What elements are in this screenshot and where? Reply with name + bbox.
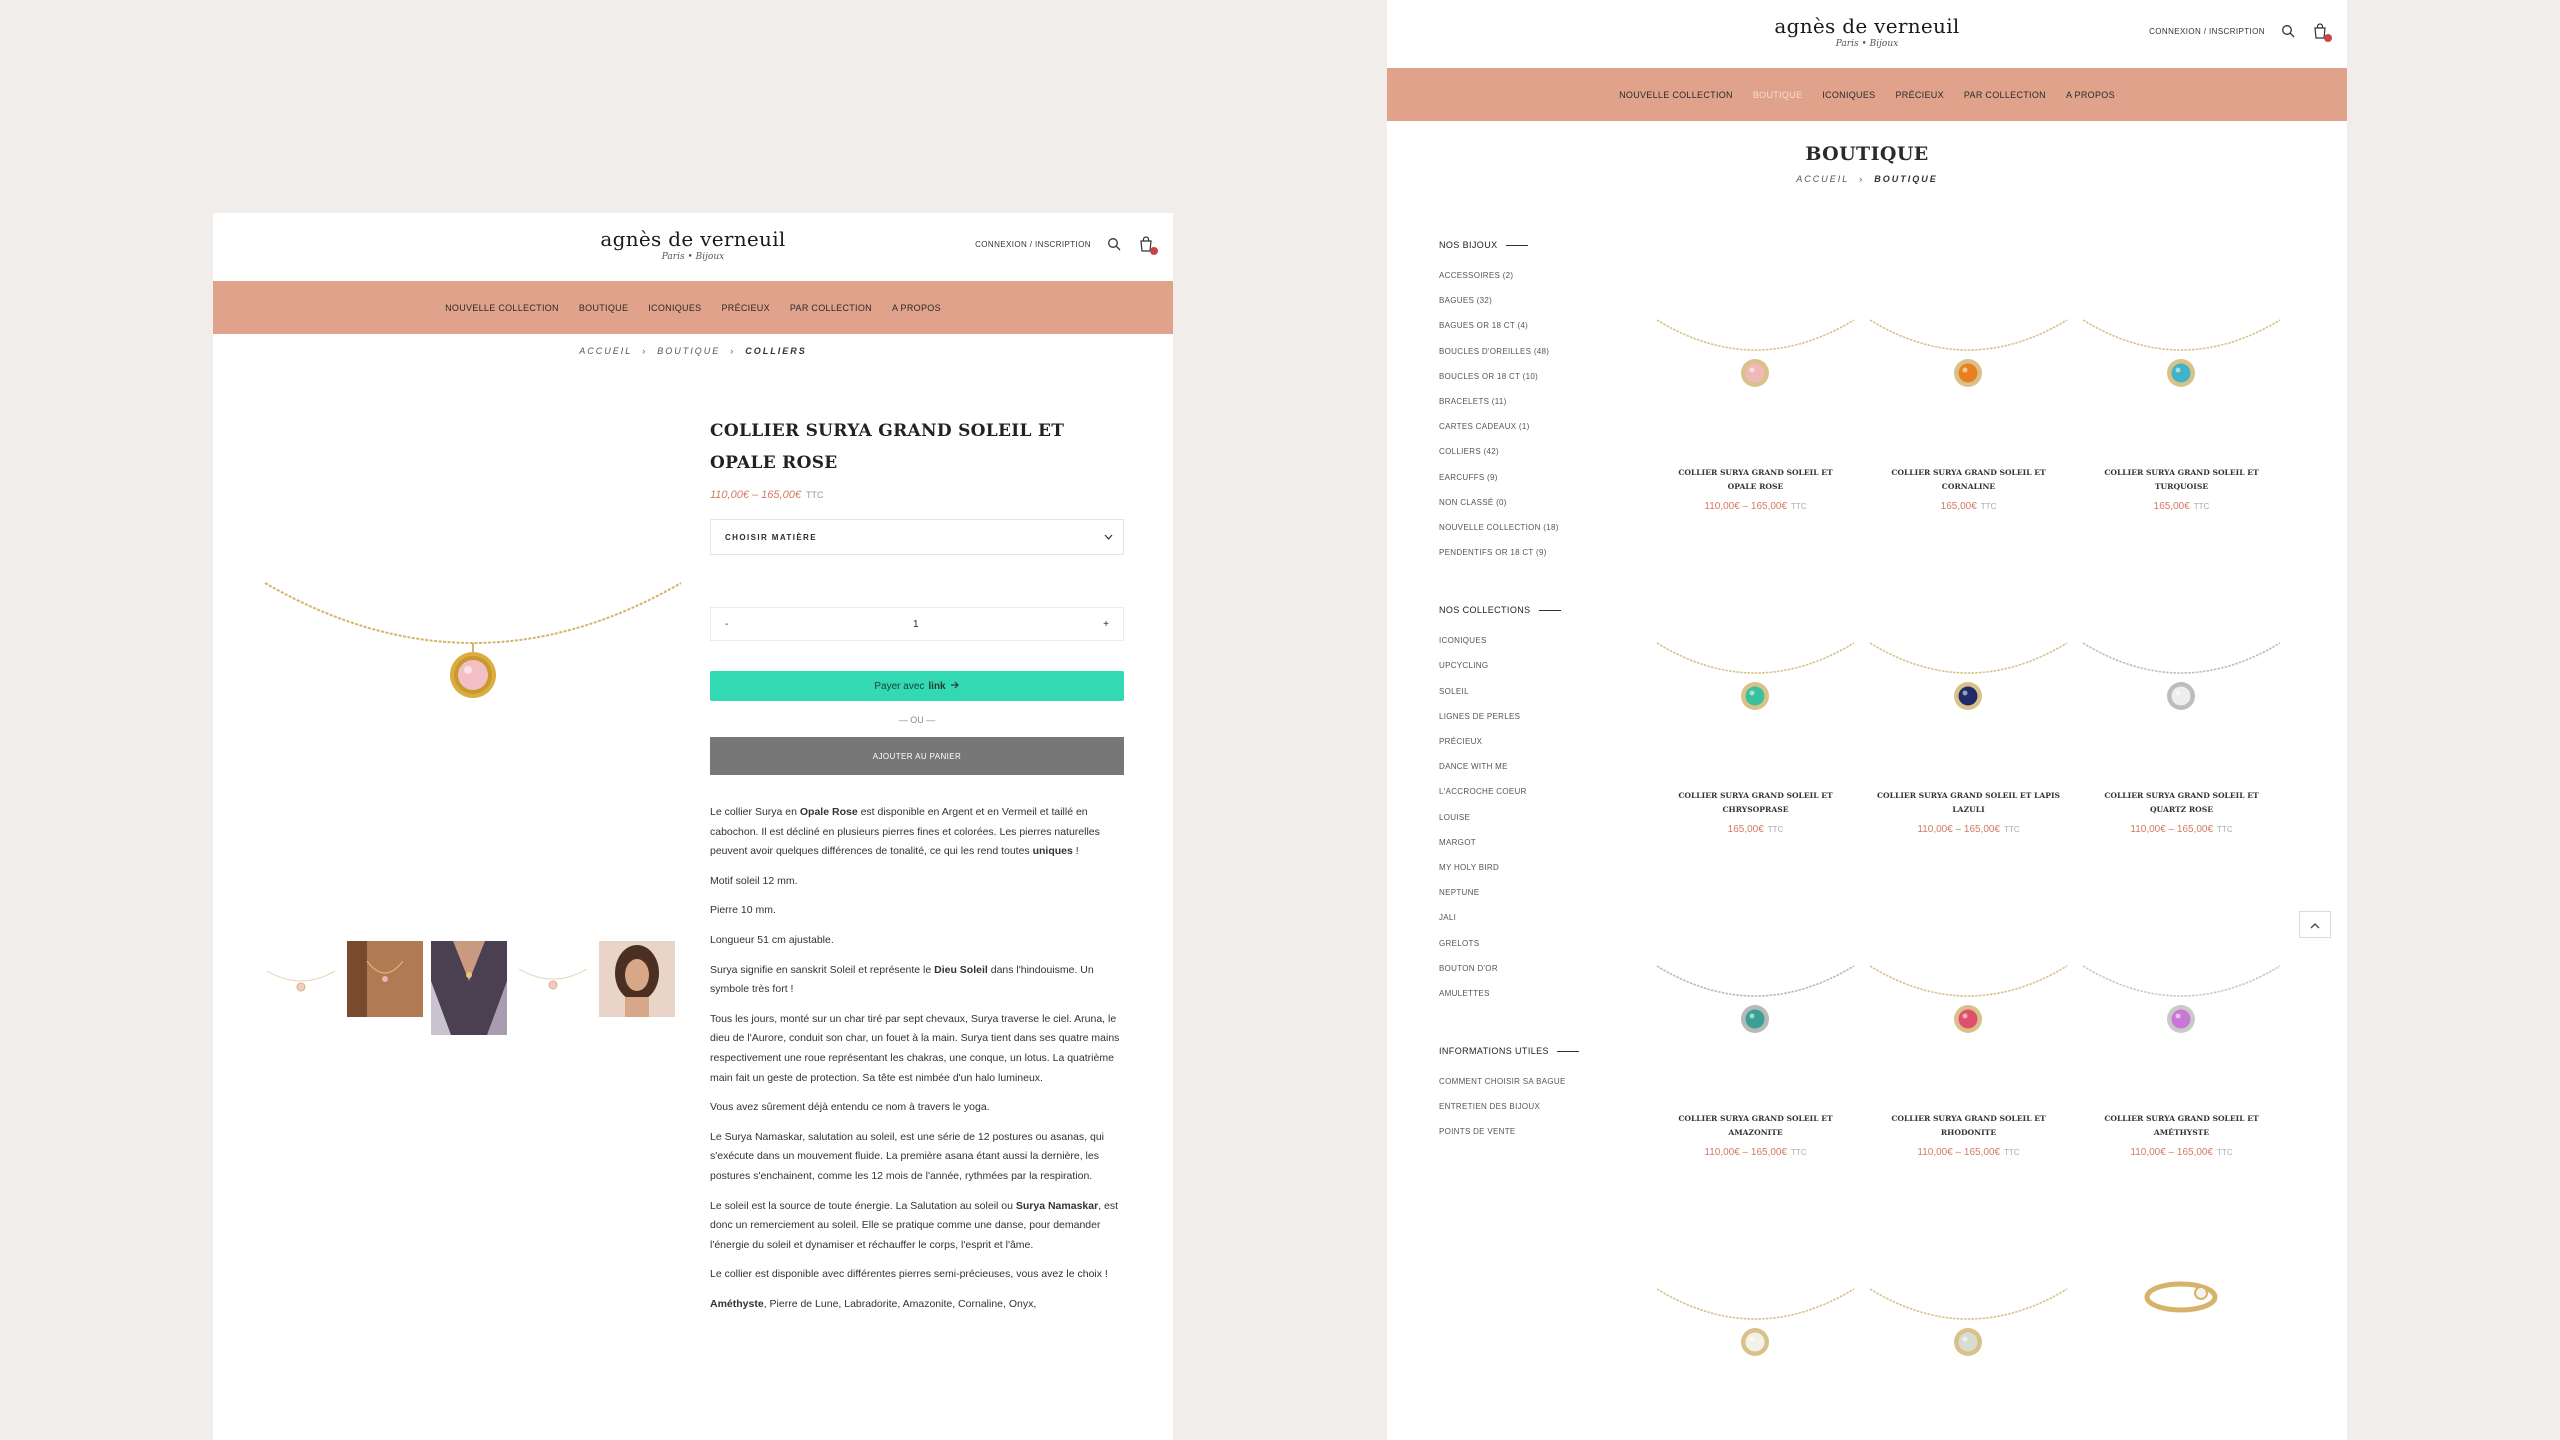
sidebar-category-item[interactable]: BAGUES (32) (1439, 296, 1493, 306)
site-header (1387, 0, 2347, 68)
account-link[interactable]: CONNEXION / INSCRIPTION (975, 239, 1091, 249)
product-price: 110,00€ – 165,00€ TTC (2130, 1147, 2233, 1158)
site-header (213, 213, 1173, 281)
nav-par-collection[interactable]: PAR COLLECTION (789, 302, 872, 313)
thumbnail-necklace-detail[interactable] (515, 941, 591, 1017)
product-description (710, 803, 1124, 1314)
brand-name: agnès de verneuil (1774, 14, 1960, 38)
arrow-right-icon (950, 681, 960, 692)
product-name[interactable]: COLLIER SURYA GRAND SOLEIL ET TURQUOISE (2104, 468, 2259, 491)
product-price: 110,00€ – 165,00€ TTC (1917, 824, 2020, 835)
nav-boutique[interactable]: BOUTIQUE (1752, 89, 1803, 100)
main-nav (213, 281, 1173, 334)
desc-paragraph: Longueur 51 cm ajustable. (710, 933, 834, 946)
brand-name: agnès de verneuil (600, 227, 786, 251)
product-price-value: 110,00€ – 165,00€ (710, 489, 801, 501)
sidebar-collection-item[interactable]: MY HOLY BIRD (1439, 862, 1500, 872)
product-name[interactable]: COLLIER SURYA GRAND SOLEIL ET QUARTZ ROSE (2104, 791, 2259, 814)
thumbnail-model-shirt[interactable] (431, 941, 507, 1035)
product-name[interactable]: COLLIER SURYA GRAND SOLEIL ET CORNALINE (1891, 468, 2046, 491)
or-separator: — OU — (898, 715, 936, 725)
sidebar-info-item[interactable]: COMMENT CHOISIR SA BAGUE (1439, 1077, 1566, 1087)
sidebar-collection-item[interactable]: NEPTUNE (1439, 888, 1480, 898)
sidebar-collection-item[interactable]: AMULETTES (1439, 988, 1490, 998)
product-image[interactable] (2075, 1269, 2288, 1439)
sidebar-category-item[interactable]: NON CLASSÉ (0) (1439, 497, 1507, 507)
breadcrumb: ACCUEIL › BOUTIQUE › COLLIERS (579, 346, 807, 356)
nav-precieux[interactable]: PRÉCIEUX (721, 302, 770, 313)
product-card[interactable] (1862, 1269, 2075, 1440)
product-image[interactable] (1862, 1269, 2075, 1439)
product-price: 110,00€ – 165,00€ TTC (1917, 1147, 2020, 1158)
sidebar-category-item[interactable]: BRACELETS (11) (1439, 396, 1507, 406)
desc-paragraph: Le soleil est la source de toute énergie. La Salutation au soleil ou Surya Namaskar, est donc un remerciement au soleil. Elle se pratique comme une danse, pour demander l'énergie du soleil et dynamiser et réchauffer le corps, l'esprit et l'âme. (710, 1199, 1119, 1251)
sidebar-collection-item[interactable]: UPCYCLING (1439, 661, 1489, 671)
product-name[interactable]: COLLIER SURYA GRAND SOLEIL ET LAPIS LAZULI (1877, 791, 2060, 814)
brand-logo[interactable] (1774, 14, 1959, 49)
nav-a-propos[interactable]: A PROPOS (891, 302, 941, 313)
thumbnail-model-neck[interactable] (347, 941, 423, 1017)
product-thumbnails (263, 941, 675, 1035)
product-card[interactable] (1862, 623, 2075, 946)
product-name[interactable]: COLLIER SURYA GRAND SOLEIL ET AMÉTHYSTE (2104, 1114, 2259, 1137)
desc-paragraph: Le Surya Namaskar, salutation au soleil, est une série de 12 postures ou asanas, qui s'exécute dans un mouvement fluide. La première asana étant aussi la dernière, les postures s'enchainent, comme les 12 mois de l'année, rythmées par la respiration. (710, 1130, 1104, 1182)
sidebar-category-item[interactable]: CARTES CADEAUX (1) (1439, 422, 1530, 432)
product-image[interactable] (1862, 623, 2075, 793)
nav-iconiques[interactable]: ICONIQUES (1822, 89, 1876, 100)
pay-brand: link (928, 680, 946, 692)
product-name[interactable]: COLLIER SURYA GRAND SOLEIL ET AMAZONITE (1678, 1114, 1833, 1137)
scroll-to-top-button[interactable] (2299, 911, 2331, 938)
thumbnail-necklace[interactable] (263, 941, 339, 1017)
sidebar-jewels-list (1439, 271, 1609, 573)
desc-paragraph: Le collier Surya en Opale Rose est disponible en Argent et en Vermeil et taillé en cabochon. Il est décliné en plusieurs pierres fines et colorées. Les pierres naturelles peuvent avoir quelques différences de tonalité, ce qui les rend toutes uniques ! (710, 806, 1100, 858)
cart-count-badge (1150, 247, 1158, 255)
shop-sidebar (1439, 240, 1609, 1185)
search-icon[interactable] (2279, 22, 2297, 40)
sidebar-collection-item[interactable]: GRELOTS (1439, 938, 1480, 948)
pay-prefix: Payer avec (874, 680, 925, 692)
qty-plus-button[interactable]: + (1103, 618, 1109, 630)
nav-a-propos[interactable]: A PROPOS (2065, 89, 2115, 100)
product-price: 165,00€ TTC (2153, 501, 2210, 512)
qty-input[interactable]: 1 (912, 618, 919, 630)
sidebar-collection-item[interactable]: LOUISE (1439, 812, 1471, 822)
sidebar-collection-item[interactable]: MARGOT (1439, 837, 1476, 847)
desc-paragraph: Surya signifie en sanskrit Soleil et représente le Dieu Soleil dans l'hindouisme. Un symbole très fort ! (710, 963, 1094, 996)
pay-with-link-button[interactable] (710, 671, 1124, 701)
desc-paragraph: Pierre 10 mm. (710, 904, 776, 917)
product-image[interactable] (1649, 946, 1862, 1116)
sidebar-collection-item[interactable]: JALI (1439, 913, 1457, 923)
sidebar-category-item[interactable]: BAGUES OR 18 CT (4) (1439, 321, 1529, 331)
desc-paragraph: Vous avez sûrement déjà entendu ce nom à travers le yoga. (710, 1101, 990, 1114)
product-card[interactable] (1862, 300, 2075, 623)
product-image[interactable] (1649, 1269, 1862, 1439)
breadcrumb-current: BOUTIQUE (1874, 174, 1938, 184)
product-card[interactable] (1649, 623, 1862, 946)
brand-logo[interactable] (600, 227, 785, 262)
product-card[interactable] (1649, 946, 1862, 1269)
product-title: COLLIER SURYA GRAND SOLEIL ET OPALE ROSE (710, 421, 1065, 473)
product-price: 110,00€ – 165,00€ TTC (2130, 824, 2233, 835)
sidebar-heading-jewels: NOS BIJOUX (1439, 240, 1609, 250)
sidebar-collection-item[interactable]: LIGNES DE PERLES (1439, 711, 1521, 721)
sidebar-category-item[interactable]: NOUVELLE COLLECTION (18) (1439, 522, 1559, 532)
sidebar-category-item[interactable]: EARCUFFS (9) (1439, 472, 1498, 482)
sidebar-info-item[interactable]: ENTRETIEN DES BIJOUX (1439, 1102, 1541, 1112)
thumbnail-model-portrait[interactable] (599, 941, 675, 1017)
breadcrumb-boutique[interactable]: BOUTIQUE (657, 346, 721, 356)
nav-boutique[interactable]: BOUTIQUE (578, 302, 629, 313)
sidebar-category-item[interactable]: COLLIERS (42) (1439, 447, 1499, 457)
account-link[interactable]: CONNEXION / INSCRIPTION (2149, 26, 2265, 36)
product-price (710, 489, 1124, 501)
product-image[interactable] (1649, 623, 1862, 793)
product-card[interactable] (1649, 300, 1862, 623)
breadcrumb-home[interactable]: ACCUEIL (579, 346, 633, 356)
sidebar-collection-item[interactable]: PRÉCIEUX (1439, 737, 1483, 746)
product-price: 165,00€ TTC (1940, 501, 1997, 512)
sidebar-collection-item[interactable]: DANCE WITH ME (1439, 762, 1508, 772)
breadcrumb-home[interactable]: ACCUEIL (1796, 174, 1850, 184)
sidebar-info-list (1439, 1077, 1609, 1153)
sidebar-collection-item[interactable]: SOLEIL (1439, 686, 1469, 696)
nav-nouvelle-collection[interactable]: NOUVELLE COLLECTION (445, 302, 559, 313)
price-suffix: TTC (806, 490, 824, 500)
breadcrumb: ACCUEIL › BOUTIQUE (1796, 174, 1938, 184)
product-card[interactable] (2075, 300, 2288, 623)
product-card[interactable] (2075, 946, 2288, 1269)
desc-paragraph: Tous les jours, monté sur un char tiré par sept chevaux, Surya traverse le ciel. Aruna, le dieu de l'Aurore, conduit son char, un fouet à la main. Surya tient dans ses quatre mains respectivement une roue représentant les chakras, une conque, un lotus. La quatrième main fait un geste de protection. Sa tête est nimbée d'un halo lumineux. (710, 1012, 1120, 1084)
cart-count-badge (2324, 34, 2332, 42)
product-image[interactable] (2075, 300, 2288, 470)
product-image[interactable] (2075, 623, 2288, 793)
sidebar-heading-collections: NOS COLLECTIONS (1439, 605, 1609, 615)
product-info (710, 415, 1124, 1324)
cart-icon[interactable] (1137, 235, 1155, 253)
nav-precieux[interactable]: PRÉCIEUX (1895, 89, 1944, 100)
sidebar-info-item[interactable]: POINTS DE VENTE (1439, 1127, 1516, 1137)
cart-icon[interactable] (2311, 22, 2329, 40)
desc-paragraph: Le collier est disponible avec différentes pierres semi-précieuses, vous avez le choix ! (710, 1268, 1108, 1281)
add-to-cart-button[interactable]: AJOUTER AU PANIER (710, 737, 1124, 775)
product-name[interactable]: COLLIER SURYA GRAND SOLEIL ET OPALE ROSE (1678, 468, 1833, 491)
product-image[interactable] (1862, 300, 2075, 470)
breadcrumb-current: COLLIERS (745, 346, 807, 356)
chevron-down-icon (1104, 533, 1113, 542)
sidebar-collection-item[interactable]: ICONIQUES (1439, 636, 1487, 646)
sidebar-category-item[interactable]: BOUCLES OR 18 CT (10) (1439, 371, 1539, 381)
shop-page-panel (1387, 0, 2347, 1440)
chevron-up-icon (2310, 916, 2320, 934)
product-price: 110,00€ – 165,00€ TTC (1704, 501, 1807, 512)
sidebar-collection-item[interactable]: L'ACCROCHE COEUR (1439, 787, 1527, 797)
desc-paragraph: Motif soleil 12 mm. (710, 874, 798, 887)
product-main-image[interactable] (263, 553, 683, 913)
sidebar-collections-list (1439, 636, 1609, 1014)
page-title: BOUTIQUE (1805, 143, 1929, 165)
sidebar-category-item[interactable]: BOUCLES D'OREILLES (48) (1439, 346, 1550, 356)
product-card[interactable] (2075, 623, 2288, 946)
desc-paragraph: Améthyste, Pierre de Lune, Labradorite, Amazonite, Cornaline, Onyx, (710, 1297, 1037, 1310)
sidebar-category-item[interactable]: PENDENTIFS OR 18 CT (9) (1439, 548, 1547, 558)
product-image[interactable] (1862, 946, 2075, 1116)
qty-minus-button[interactable]: - (725, 618, 729, 630)
sidebar-collection-item[interactable]: BOUTON D'OR (1439, 963, 1498, 973)
product-card[interactable] (1649, 1269, 1862, 1440)
brand-tagline: Paris • Bijoux (661, 252, 725, 262)
product-name[interactable]: COLLIER SURYA GRAND SOLEIL ET RHODONITE (1891, 1114, 2046, 1137)
product-page-panel (213, 213, 1173, 1440)
product-grid (1649, 300, 2288, 1440)
material-select[interactable] (710, 519, 1124, 555)
main-nav (1387, 68, 2347, 121)
product-card[interactable] (1862, 946, 2075, 1269)
product-card[interactable] (2075, 1269, 2288, 1440)
product-image[interactable] (1649, 300, 1862, 470)
sidebar-category-item[interactable]: ACCESSOIRES (2) (1439, 271, 1514, 280)
brand-tagline: Paris • Bijoux (1835, 39, 1899, 49)
nav-par-collection[interactable]: PAR COLLECTION (1963, 89, 2046, 100)
material-select-value: CHOISIR MATIÈRE (725, 532, 817, 542)
search-icon[interactable] (1105, 235, 1123, 253)
product-name[interactable]: COLLIER SURYA GRAND SOLEIL ET CHRYSOPRASE (1678, 791, 1833, 814)
nav-iconiques[interactable]: ICONIQUES (648, 302, 702, 313)
product-image[interactable] (2075, 946, 2288, 1116)
product-price: 110,00€ – 165,00€ TTC (1704, 1147, 1807, 1158)
sidebar-heading-info: INFORMATIONS UTILES (1439, 1046, 1609, 1056)
quantity-stepper (710, 607, 1124, 641)
nav-nouvelle-collection[interactable]: NOUVELLE COLLECTION (1619, 89, 1733, 100)
product-price: 165,00€ TTC (1727, 824, 1784, 835)
